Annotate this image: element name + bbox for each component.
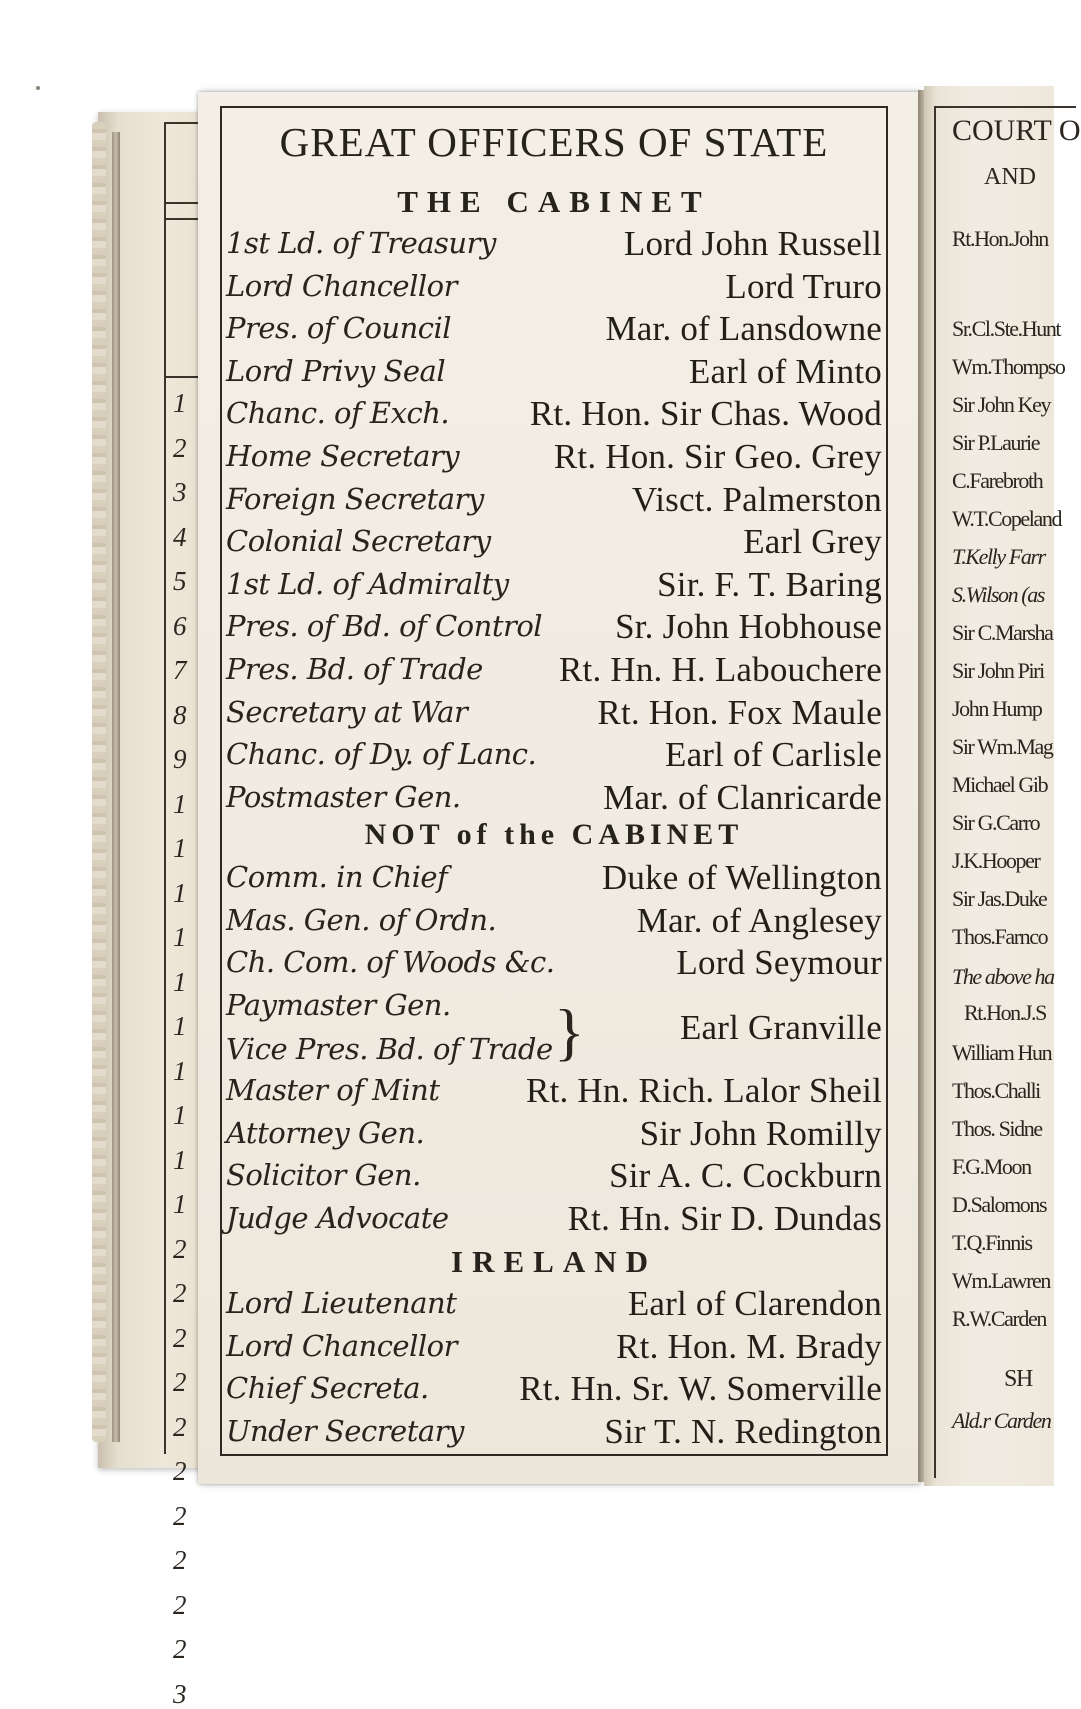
- officer-row: [226, 1113, 882, 1158]
- office-holder: Earl Grey: [743, 522, 882, 562]
- office-title: Chanc. of Dy. of Lanc.: [226, 737, 537, 772]
- office-title: Solicitor Gen.: [226, 1158, 421, 1193]
- officer-row: [226, 311, 882, 353]
- officer-row: [226, 652, 882, 694]
- office-title: Lord Chancellor: [226, 1328, 457, 1363]
- office-title: Lord Privy Seal: [226, 353, 446, 388]
- officer-row: [226, 564, 882, 609]
- office-holder: Rt. Hon. Sir Geo. Grey: [553, 437, 882, 476]
- office-title: Colonial Secretary: [226, 524, 491, 559]
- court-list-item: D.Salomons: [952, 1192, 1047, 1217]
- office-title: Postmaster Gen.: [226, 779, 461, 814]
- office-title: Judge Advocate: [226, 1200, 449, 1235]
- officer-row: [226, 1198, 882, 1243]
- court-list-item: Sir C.Marsha: [952, 620, 1053, 645]
- office-holder: Visct. Palmerston: [631, 479, 882, 519]
- court-list-item: Ald.r Carden: [952, 1408, 1051, 1433]
- left-page: [98, 112, 208, 1709]
- court-list-item: F.G.Moon: [952, 1154, 1031, 1179]
- office-title: Foreign Secretary: [226, 481, 484, 516]
- officer-row: [226, 351, 882, 396]
- officer-row: [226, 1158, 882, 1200]
- office-holder: Rt. Hn. H. Labouchere: [559, 650, 882, 689]
- section-heading-cabinet: THE CABINET: [397, 184, 711, 219]
- court-list-item: Sir Jas.Duke: [952, 886, 1047, 911]
- office-title: Lord Lieutenant: [226, 1286, 457, 1320]
- day-number: 2: [173, 1589, 187, 1620]
- office-holder: Rt. Hon. M. Brady: [616, 1326, 882, 1366]
- main-page: [198, 92, 920, 1484]
- day-number: 2: [173, 1500, 187, 1531]
- section-heading-ireland: IRELAND: [451, 1244, 657, 1279]
- court-list-item: The above ha: [952, 964, 1054, 989]
- day-number: 1: [173, 833, 187, 863]
- day-number: 1: [173, 1100, 187, 1130]
- officer-row: [226, 1326, 882, 1371]
- officer-row: [226, 737, 882, 779]
- office-title: Lord Chancellor: [226, 268, 457, 303]
- office-title: Attorney Gen.: [226, 1115, 425, 1150]
- court-list-item: Sir John Key: [952, 392, 1051, 417]
- office-holder: Sir T. N. Redington: [604, 1411, 882, 1451]
- officer-row: [226, 266, 882, 311]
- court-list-item: William Hun: [952, 1040, 1052, 1065]
- day-number: 3: [173, 477, 187, 507]
- officer-row: [226, 396, 882, 438]
- day-number: 1: [173, 1011, 187, 1041]
- court-list-item: T.Q.Finnis: [952, 1230, 1032, 1255]
- day-number: 8: [173, 699, 187, 730]
- court-list-item: Thos.Challi: [952, 1078, 1040, 1103]
- office-holder: Earl Granville: [679, 1008, 882, 1048]
- page-title: GREAT OFFICERS OF STATE: [279, 119, 829, 165]
- office-title: Pres. of Council: [226, 311, 452, 346]
- officer-row: [226, 1073, 882, 1115]
- office-holder: Duke of Wellington: [601, 858, 882, 897]
- office-holder: Lord John Russell: [623, 224, 882, 263]
- page-edge: [92, 122, 106, 1442]
- court-list-item: Thos.Farnco: [952, 924, 1048, 949]
- office-title: Master of Mint: [226, 1073, 440, 1107]
- day-number: 3: [173, 1678, 187, 1709]
- day-number: 1: [173, 788, 187, 819]
- day-number: 2: [173, 1233, 187, 1264]
- office-title: Pres. Bd. of Trade: [226, 652, 483, 686]
- section-heading-not-cabinet: NOT of the CABINET: [364, 818, 744, 851]
- office-holder: Rt. Hon. Sir Chas. Wood: [529, 394, 882, 434]
- officer-row: [226, 439, 882, 481]
- office-holder: Mar. of Clanricarde: [603, 777, 882, 817]
- office-holder: Earl of Minto: [688, 351, 882, 391]
- court-list-item: Rt.Hon.John: [952, 226, 1048, 251]
- officer-row: [226, 524, 882, 566]
- office-title: 1st Ld. of Admiralty: [226, 566, 509, 601]
- office-title: Under Secretary: [226, 1413, 464, 1448]
- day-number: 1: [173, 1144, 187, 1175]
- court-list-item: SH: [1004, 1366, 1032, 1392]
- court-list-item: Thos. Sidne: [952, 1116, 1042, 1141]
- court-list-item: John Hump: [952, 696, 1042, 721]
- court-list-item: S.Wilson (as: [952, 582, 1044, 607]
- office-holder: Lord Truro: [725, 266, 882, 306]
- office-title: Mas. Gen. of Ordn.: [226, 902, 497, 937]
- day-number: 1: [173, 877, 187, 908]
- court-list-item: J.K.Hooper: [952, 848, 1040, 873]
- day-number: 1: [173, 922, 187, 952]
- office-title: Home Secretary: [226, 439, 460, 473]
- court-list-item: R.W.Carden: [952, 1306, 1046, 1331]
- court-list-item: Michael Gib: [952, 772, 1048, 797]
- office-holder: Sir. F. T. Baring: [657, 564, 882, 604]
- officer-row: [226, 1371, 882, 1413]
- day-number: 6: [173, 610, 187, 641]
- officer-row: [226, 479, 882, 524]
- court-list-item: Sir John Piri: [952, 658, 1044, 683]
- office-holder: Mar. of Anglesey: [636, 900, 882, 940]
- office-holder: Rt. Hn. Rich. Lalor Sheil: [526, 1071, 882, 1110]
- office-title: Secretary at War: [226, 694, 468, 729]
- day-number: 2: [173, 1367, 187, 1397]
- day-number: 2: [173, 432, 187, 463]
- office-holder: Rt. Hn. Sr. W. Somerville: [519, 1369, 882, 1409]
- day-number: 1: [173, 388, 187, 418]
- office-holder: Lord Seymour: [676, 943, 882, 983]
- court-list-item: T.Kelly Farr: [952, 544, 1045, 569]
- office-title: Chief Secreta.: [226, 1371, 429, 1406]
- right-heading: COURT O: [952, 114, 1081, 147]
- office-holder: Sr. John Hobhouse: [615, 607, 882, 647]
- day-number: 7: [173, 655, 187, 685]
- day-number: 2: [173, 1545, 187, 1575]
- officer-row: [226, 1286, 882, 1328]
- officer-row: [226, 692, 882, 737]
- office-title: Paymaster Gen.: [226, 987, 451, 1022]
- day-number: 1: [173, 1189, 187, 1219]
- day-number: 2: [173, 1411, 187, 1442]
- day-number: 4: [173, 521, 187, 552]
- court-list-item: Wm.Lawren: [952, 1268, 1050, 1293]
- office-holder: Sir John Romilly: [639, 1113, 882, 1153]
- day-number: 2: [173, 1322, 187, 1353]
- court-list-item: Sr.Cl.Ste.Hunt: [952, 316, 1061, 341]
- right-page: [924, 86, 1081, 1486]
- office-title: Chanc. of Exch.: [226, 396, 450, 431]
- dust-speck: [36, 86, 40, 90]
- day-number: 9: [173, 744, 187, 774]
- day-number: 2: [173, 1456, 187, 1486]
- page-spine: [112, 132, 120, 1442]
- office-holder: Mar. of Lansdowne: [605, 309, 882, 349]
- court-list-item: Sir Wm.Mag: [952, 734, 1053, 759]
- officer-row: [226, 860, 882, 902]
- court-list-item: Wm.Thompso: [952, 354, 1065, 379]
- day-number: 5: [173, 566, 187, 596]
- officer-row: [226, 609, 882, 651]
- brace-symbol: }: [554, 996, 585, 1067]
- day-number: 1: [173, 966, 187, 997]
- officer-row: [226, 226, 882, 268]
- office-holder: Earl of Carlisle: [664, 735, 882, 775]
- day-number: 2: [173, 1634, 187, 1664]
- officer-row: [226, 1411, 882, 1456]
- office-title: Pres. of Bd. of Control: [226, 609, 543, 644]
- day-number: 2: [173, 1278, 187, 1308]
- right-subheading: AND: [984, 164, 1036, 190]
- office-title: 1st Ld. of Treasury: [226, 226, 496, 260]
- court-list-item: Rt.Hon.J.S: [964, 1000, 1046, 1025]
- office-holder: Sir A. C. Cockburn: [609, 1156, 882, 1196]
- office-title: Ch. Com. of Woods &c.: [226, 945, 555, 980]
- day-number: 1: [173, 1055, 187, 1086]
- office-holder: Earl of Clarendon: [627, 1284, 882, 1323]
- office-title: Vice Pres. Bd. of Trade: [226, 1032, 553, 1067]
- court-list-item: Sir P.Laurie: [952, 430, 1040, 455]
- office-holder: Rt. Hon. Fox Maule: [597, 692, 882, 732]
- officer-row: [226, 777, 882, 822]
- court-list-item: W.T.Copeland: [952, 506, 1062, 531]
- office-title: Comm. in Chief: [226, 860, 448, 894]
- officer-row: [226, 945, 882, 987]
- office-holder: Rt. Hn. Sir D. Dundas: [567, 1198, 882, 1238]
- court-list-item: Sir G.Carro: [952, 810, 1040, 835]
- officer-row: [226, 900, 882, 945]
- court-list-item: C.Farebroth: [952, 468, 1043, 493]
- officers-frame: [220, 106, 888, 1456]
